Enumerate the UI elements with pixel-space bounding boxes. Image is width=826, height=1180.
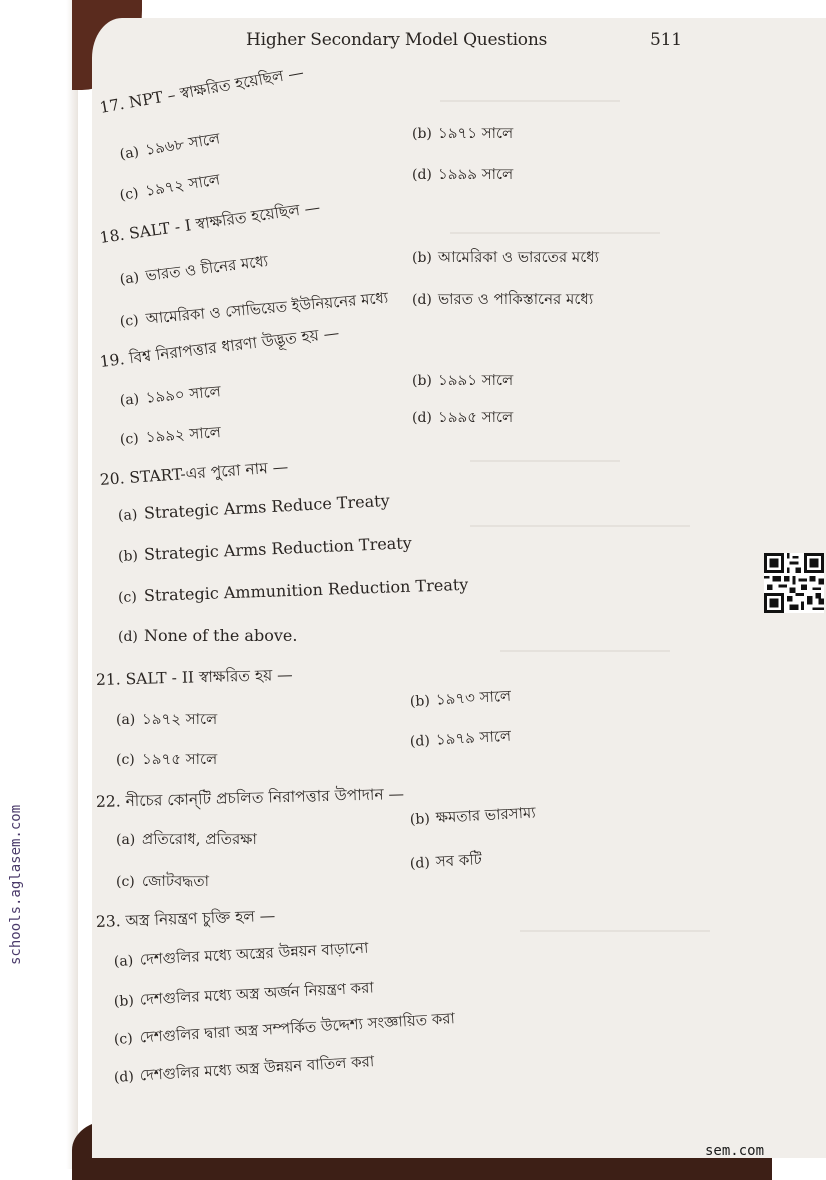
option-b: (b) আমেরিকা ও ভারতের মধ্যে: [412, 248, 600, 266]
option-d: (d) দেশগুলির মধ্যে অস্ত্র উন্নয়ন বাতিল করা: [113, 1052, 375, 1086]
option-a: (a) ভারত ও চীনের মধ্যে: [118, 251, 269, 288]
question-20: [99, 455, 289, 494]
option-d: (d) ১৯৯৫ সালে: [412, 408, 514, 426]
option-d: (d) ১৯৯৯ সালে: [412, 165, 514, 183]
question-23: [96, 904, 276, 936]
option-d: (d) None of the above.: [118, 626, 298, 645]
question-number: 19.: [98, 350, 126, 371]
option-c: (c) ১৯৯২ সালে: [119, 422, 222, 448]
question-text: বিশ্ব নিরাপত্তার ধারণা উদ্ভূত হয় —: [128, 323, 341, 368]
option-c: (c) দেশগুলির দ্বারা অস্ত্র সম্পর্কিত উদ্দেশ্য সংজ্ঞায়িত করা: [113, 1009, 456, 1048]
option-d: (d) ১৯৭৯ সালে: [409, 726, 512, 750]
option-c: (c) ১৯৭৫ সালে: [116, 750, 218, 768]
question-number: 21.: [95, 670, 121, 689]
watermark-bottom: sem.com: [705, 1143, 765, 1159]
question-number: 23.: [95, 912, 121, 931]
question-17: [98, 60, 306, 122]
option-c: (c) জোটবদ্ধতা: [116, 872, 209, 890]
option-c: (c) আমেরিকা ও সোভিয়েত ইউনিয়নের মধ্যে: [119, 288, 389, 330]
question-number: 22.: [95, 792, 121, 811]
question-text: SALT - II স্বাক্ষরিত হয় —: [125, 665, 293, 689]
option-b: (b) ১৯৯১ সালে: [412, 371, 514, 389]
question-text: START-এর পুরো নাম —: [128, 457, 289, 487]
option-a: (a) ১৯৯০ সালে: [119, 382, 222, 409]
question-21: [96, 663, 293, 694]
header-title: Higher Secondary Model Questions: [246, 30, 548, 50]
option-a: (a) দেশগুলির মধ্যে অস্ত্রের উন্নয়ন বাড়ানো: [113, 938, 369, 970]
question-number: 20.: [99, 469, 126, 489]
option-c: (c) Strategic Ammunition Reduction Treaty: [117, 574, 469, 606]
qr-code[interactable]: [764, 553, 824, 613]
option-a: (a) ১৯৭২ সালে: [116, 710, 218, 728]
watermark-side: schools.aglasem.com: [8, 804, 24, 965]
option-d: (d) ভারত ও পাকিস্তানের মধ্যে: [412, 290, 594, 308]
option-b: (b) ১৯৭৩ সালে: [409, 686, 512, 710]
option-c: (c) ১৯৭২ সালে: [118, 170, 222, 204]
option-a: (a) ১৯৬৮ সালে: [118, 129, 222, 163]
option-a: (a) Strategic Arms Reduce Treaty: [117, 490, 391, 524]
option-b: (b) Strategic Arms Reduction Treaty: [117, 533, 413, 565]
question-text: অস্ত্র নিয়ন্ত্রণ চুক্তি হল —: [125, 906, 276, 930]
option-a: (a) প্রতিরোধ, প্রতিরক্ষা: [116, 830, 257, 848]
page-number: 511: [650, 30, 682, 50]
option-b: (b) ১৯৭১ সালে: [412, 124, 514, 142]
option-b: (b) দেশগুলির মধ্যে অস্ত্র অর্জন নিয়ন্ত্রণ করা: [113, 978, 375, 1010]
question-text: NPT – স্বাক্ষরিত হয়েছিল —: [127, 63, 306, 112]
question-number: 17.: [98, 94, 126, 117]
question-text: SALT - I স্বাক্ষরিত হয়েছিল —: [127, 198, 322, 243]
question-text: নীচের কোন্‌টি প্রচলিত নিরাপত্তার উপাদান —: [125, 784, 405, 811]
question-22: [96, 782, 405, 816]
option-b: (b) ক্ষমতার ভারসাম্য: [409, 803, 537, 828]
question-number: 18.: [98, 225, 126, 247]
option-d: (d) সব কটি: [409, 850, 483, 872]
qr-code-graphic: [764, 553, 824, 613]
